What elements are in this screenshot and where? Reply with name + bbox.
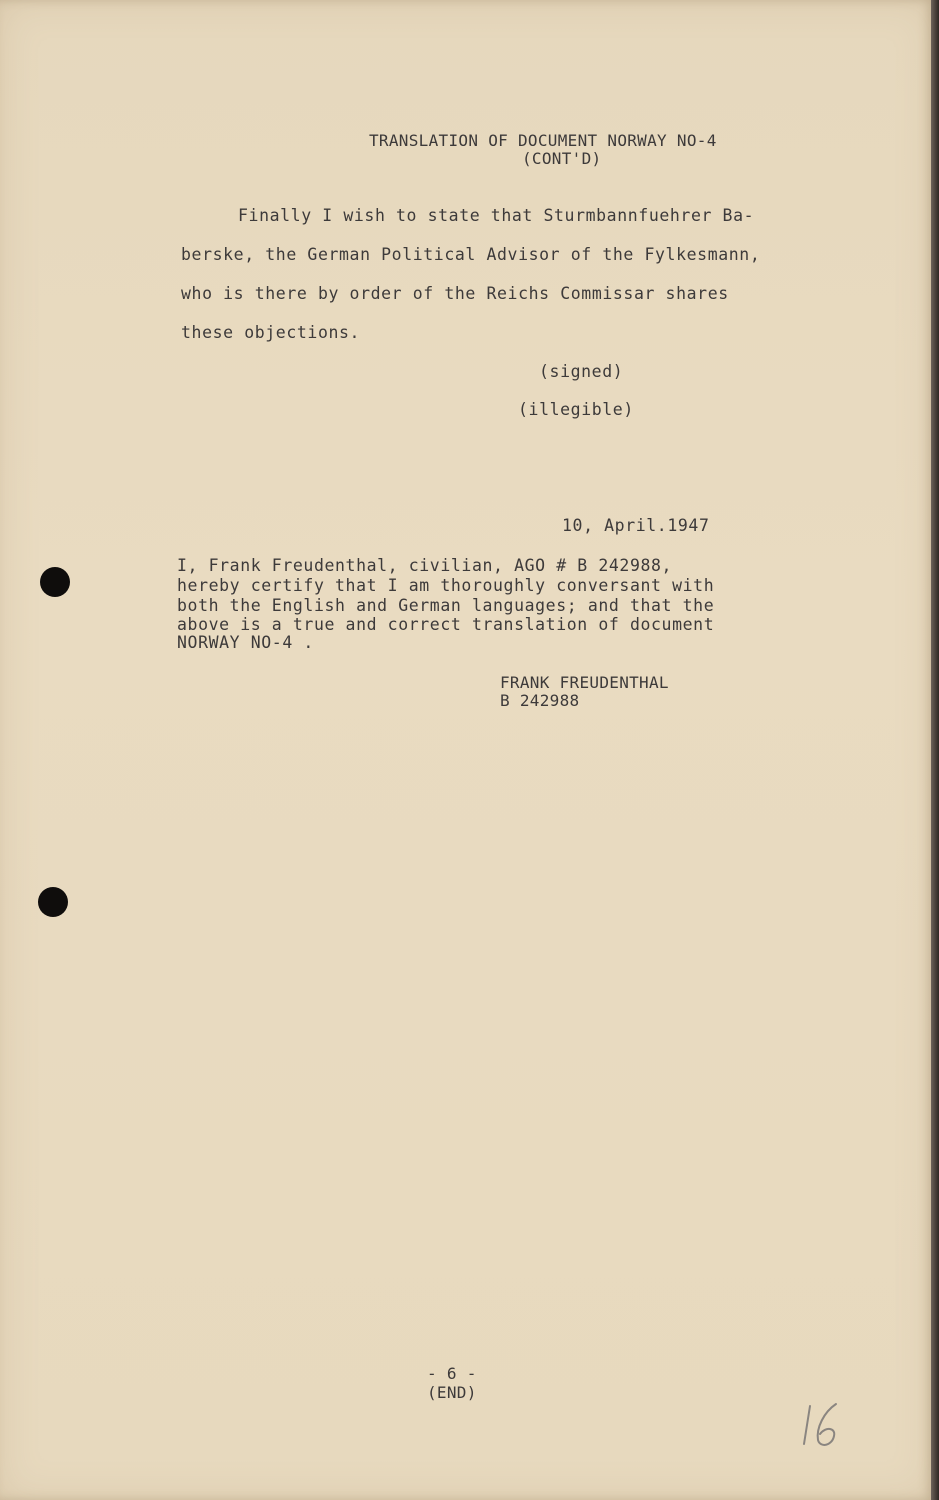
- signer-id: B 242988: [500, 691, 580, 710]
- body-line-4: these objections.: [181, 323, 361, 342]
- document-title: TRANSLATION OF DOCUMENT NORWAY NO-4: [369, 131, 717, 150]
- signed-note: (signed): [539, 362, 624, 381]
- paper-edge: [931, 0, 939, 1500]
- handwritten-page-number: [800, 1400, 844, 1450]
- certification-date: 10, April.1947: [562, 516, 710, 535]
- punch-hole-bottom: [38, 887, 68, 917]
- body-line-2: berske, the German Political Advisor of the Fylkesmann,: [181, 245, 761, 264]
- certification-line-3: both the English and German languages; and that the: [177, 596, 715, 615]
- end-mark: (END): [427, 1383, 477, 1402]
- certification-line-5: NORWAY NO-4 .: [177, 633, 314, 652]
- body-line-1: Finally I wish to state that Sturmbannfuehrer Ba-: [238, 206, 755, 225]
- body-line-3: who is there by order of the Reichs Commissar shares: [181, 284, 729, 303]
- certification-line-1: I, Frank Freudenthal, civilian, AGO # B 242988,: [177, 556, 673, 575]
- certification-line-2: hereby certify that I am thoroughly conversant with: [177, 576, 715, 595]
- page-number: - 6 -: [427, 1364, 477, 1383]
- punch-hole-top: [40, 567, 70, 597]
- document-title-continued: (CONT'D): [522, 149, 602, 168]
- certification-line-4: above is a true and correct translation of document: [177, 615, 715, 634]
- illegible-note: (illegible): [518, 400, 634, 419]
- signer-name: FRANK FREUDENTHAL: [500, 673, 669, 692]
